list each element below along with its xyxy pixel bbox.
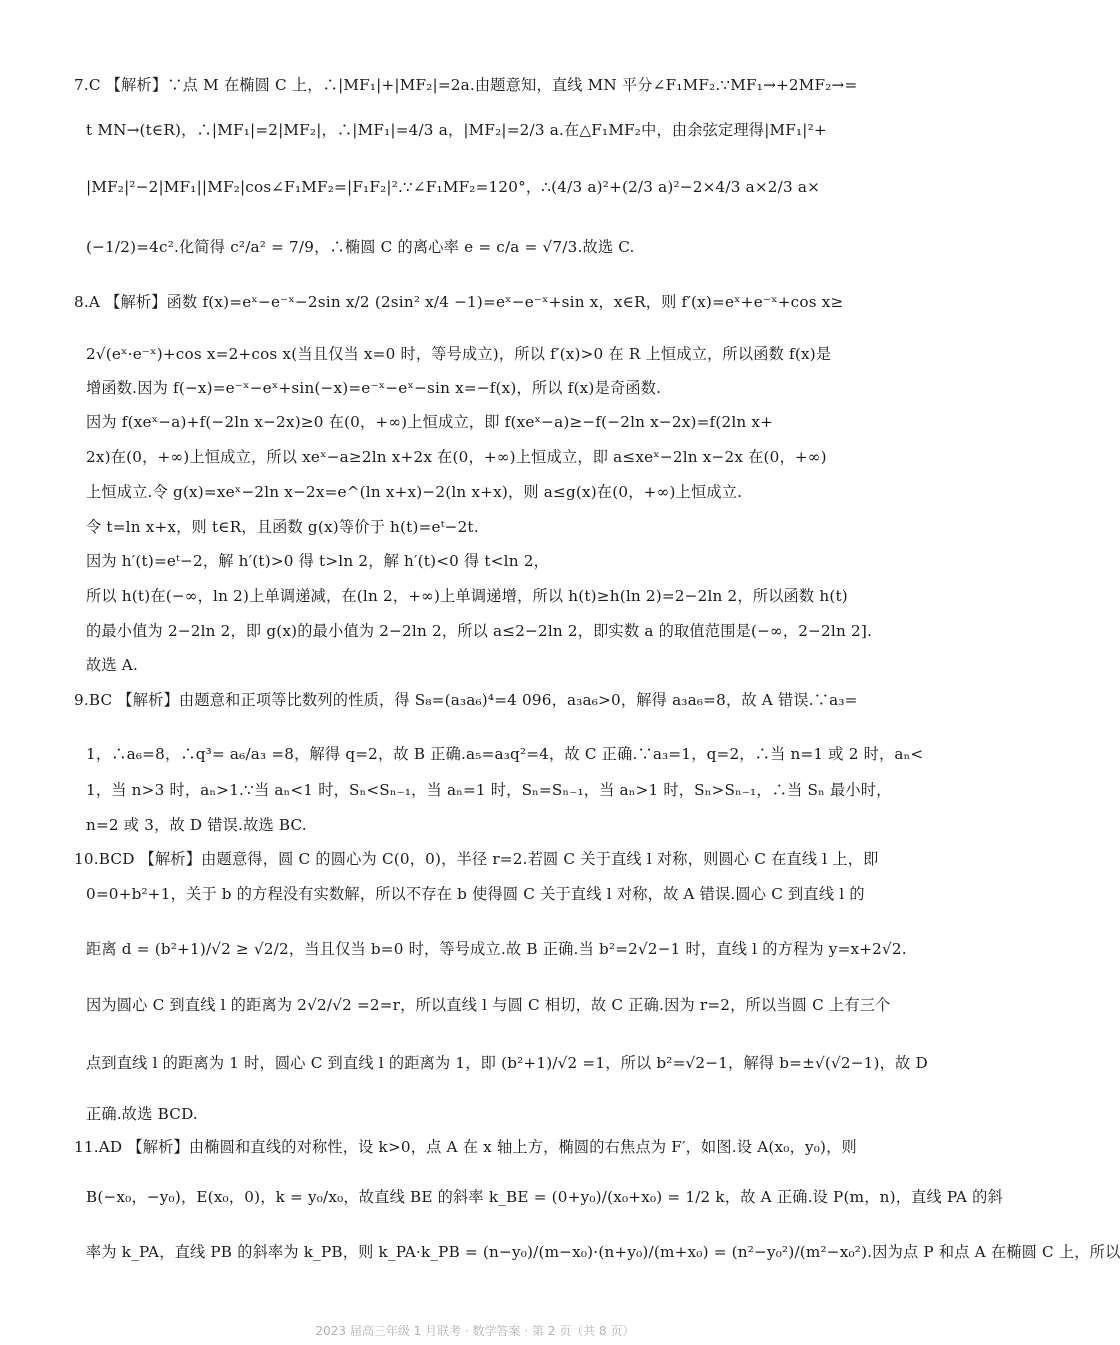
line-8-9: 所以 h(t)在(−∞，ln 2)上单调递减，在(ln 2，+∞)上单调递增，所以 h(t)≥h(ln 2)=2−2ln 2，所以函数 h(t) xyxy=(86,587,848,605)
line-8-1: 8.A 【解析】函数 f(x)=eˣ−e⁻ˣ−2sin x/2 (2sin² x/4 −1)=eˣ−e⁻ˣ+sin x，x∈R，则 f′(x)=eˣ+e⁻ˣ+cos x≥ xyxy=(74,293,844,311)
line-11-3: 率为 k_PA，直线 PB 的斜率为 k_PB，则 k_PA·k_PB = (n−y₀)/(m−x₀)·(n+y₀)/(m+x₀) = (n²−y₀²)/(m²−x₀²).因为点 P 和点 A 在椭圆 C 上，所以 xyxy=(86,1243,1120,1261)
line-10-5: 点到直线 l 的距离为 1 时，圆心 C 到直线 l 的距离为 1，即 (b²+1)/√2 =1，所以 b²=√2−1，解得 b=±√(√2−1)，故 D xyxy=(86,1054,928,1072)
line-7-4: (−1/2)=4c².化简得 c²/a² = 7/9，∴椭圆 C 的离心率 e = c/a = √7/3.故选 C. xyxy=(86,238,635,256)
line-11-2: B(−x₀，−y₀)，E(x₀，0)，k = y₀/x₀，故直线 BE 的斜率 k_BE = (0+y₀)/(x₀+x₀) = 1/2 k，故 A 正确.设 P(m，n)，直线 PA 的斜 xyxy=(86,1188,1003,1206)
line-8-4: 因为 f(xeˣ−a)+f(−2ln x−2x)≥0 在(0，+∞)上恒成立，即 f(xeˣ−a)≥−f(−2ln x−2x)=f(2ln x+ xyxy=(86,413,774,431)
line-7-2: t MN→(t∈R)，∴|MF₁|=2|MF₂|，∴|MF₁|=4/3 a，|MF₂|=2/3 a.在△F₁MF₂中，由余弦定理得|MF₁|²+ xyxy=(86,121,827,139)
line-10-6: 正确.故选 BCD. xyxy=(86,1105,198,1123)
line-8-11: 故选 A. xyxy=(86,656,138,674)
line-10-1: 10.BCD 【解析】由题意得，圆 C 的圆心为 C(0，0)，半径 r=2.若圆 C 关于直线 l 对称，则圆心 C 在直线 l 上，即 xyxy=(74,850,879,868)
line-8-6: 上恒成立.令 g(x)=xeˣ−2ln x−2x=e^(ln x+x)−2(ln x+x)，则 a≤g(x)在(0，+∞)上恒成立. xyxy=(86,483,743,501)
line-9-3: 1，当 n>3 时，aₙ>1.∵当 aₙ<1 时，Sₙ<Sₙ₋₁，当 aₙ=1 时，Sₙ=Sₙ₋₁，当 aₙ>1 时，Sₙ>Sₙ₋₁，∴当 Sₙ 最小时， xyxy=(86,781,892,799)
line-8-5: 2x)在(0，+∞)上恒成立，所以 xeˣ−a≥2ln x+2x 在(0，+∞)上恒成立，即 a≤xeˣ−2ln x−2x 在(0，+∞) xyxy=(86,448,827,466)
line-10-4: 因为圆心 C 到直线 l 的距离为 2√2/√2 =2=r，所以直线 l 与圆 C 相切，故 C 正确.因为 r=2，所以当圆 C 上有三个 xyxy=(86,996,891,1014)
line-7-1: 7.C 【解析】∵点 M 在椭圆 C 上，∴|MF₁|+|MF₂|=2a.由题意知，直线 MN 平分∠F₁MF₂.∵MF₁→+2MF₂→= xyxy=(74,76,858,94)
line-7-3: |MF₂|²−2|MF₁||MF₂|cos∠F₁MF₂=|F₁F₂|².∵∠F₁MF₂=120°，∴(4/3 a)²+(2/3 a)²−2×4/3 a×2/3 a× xyxy=(86,178,821,196)
line-11-1: 11.AD 【解析】由椭圆和直线的对称性，设 k>0，点 A 在 x 轴上方，椭圆的右焦点为 F′，如图.设 A(x₀，y₀)，则 xyxy=(74,1138,857,1156)
line-8-3: 增函数.因为 f(−x)=e⁻ˣ−eˣ+sin(−x)=e⁻ˣ−eˣ−sin x=−f(x)，所以 f(x)是奇函数. xyxy=(86,379,662,397)
line-8-7: 令 t=ln x+x，则 t∈R，且函数 g(x)等价于 h(t)=eᵗ−2t. xyxy=(86,518,479,536)
line-8-8: 因为 h′(t)=eᵗ−2，解 h′(t)>0 得 t>ln 2，解 h′(t)<0 得 t<ln 2， xyxy=(86,552,549,570)
line-8-2: 2√(eˣ·e⁻ˣ)+cos x=2+cos x(当且仅当 x=0 时，等号成立)，所以 f′(x)>0 在 R 上恒成立，所以函数 f(x)是 xyxy=(86,345,832,363)
page-footer: 2023 届高三年级 1 月联考 · 数学答案 · 第 2 页（共 8 页） xyxy=(315,1324,635,1338)
line-9-1: 9.BC 【解析】由题意和正项等比数列的性质，得 S₈=(a₃a₆)⁴=4 096，a₃a₆>0，解得 a₃a₆=8，故 A 错误.∵a₃= xyxy=(74,691,858,709)
line-9-2: 1，∴a₆=8，∴q³= a₆/a₃ =8，解得 q=2，故 B 正确.a₅=a₃q²=4，故 C 正确.∵a₃=1，q=2，∴当 n=1 或 2 时，aₙ< xyxy=(86,745,924,763)
line-9-4: n=2 或 3，故 D 错误.故选 BC. xyxy=(86,816,307,834)
line-10-2: 0=0+b²+1，关于 b 的方程没有实数解，所以不存在 b 使得圆 C 关于直线 l 对称，故 A 错误.圆心 C 到直线 l 的 xyxy=(86,885,865,903)
line-10-3: 距离 d = (b²+1)/√2 ≥ √2/2，当且仅当 b=0 时，等号成立.故 B 正确.当 b²=2√2−1 时，直线 l 的方程为 y=x+2√2. xyxy=(86,940,907,958)
line-8-10: 的最小值为 2−2ln 2，即 g(x)的最小值为 2−2ln 2，所以 a≤2−2ln 2，即实数 a 的取值范围是(−∞，2−2ln 2]. xyxy=(86,622,872,640)
